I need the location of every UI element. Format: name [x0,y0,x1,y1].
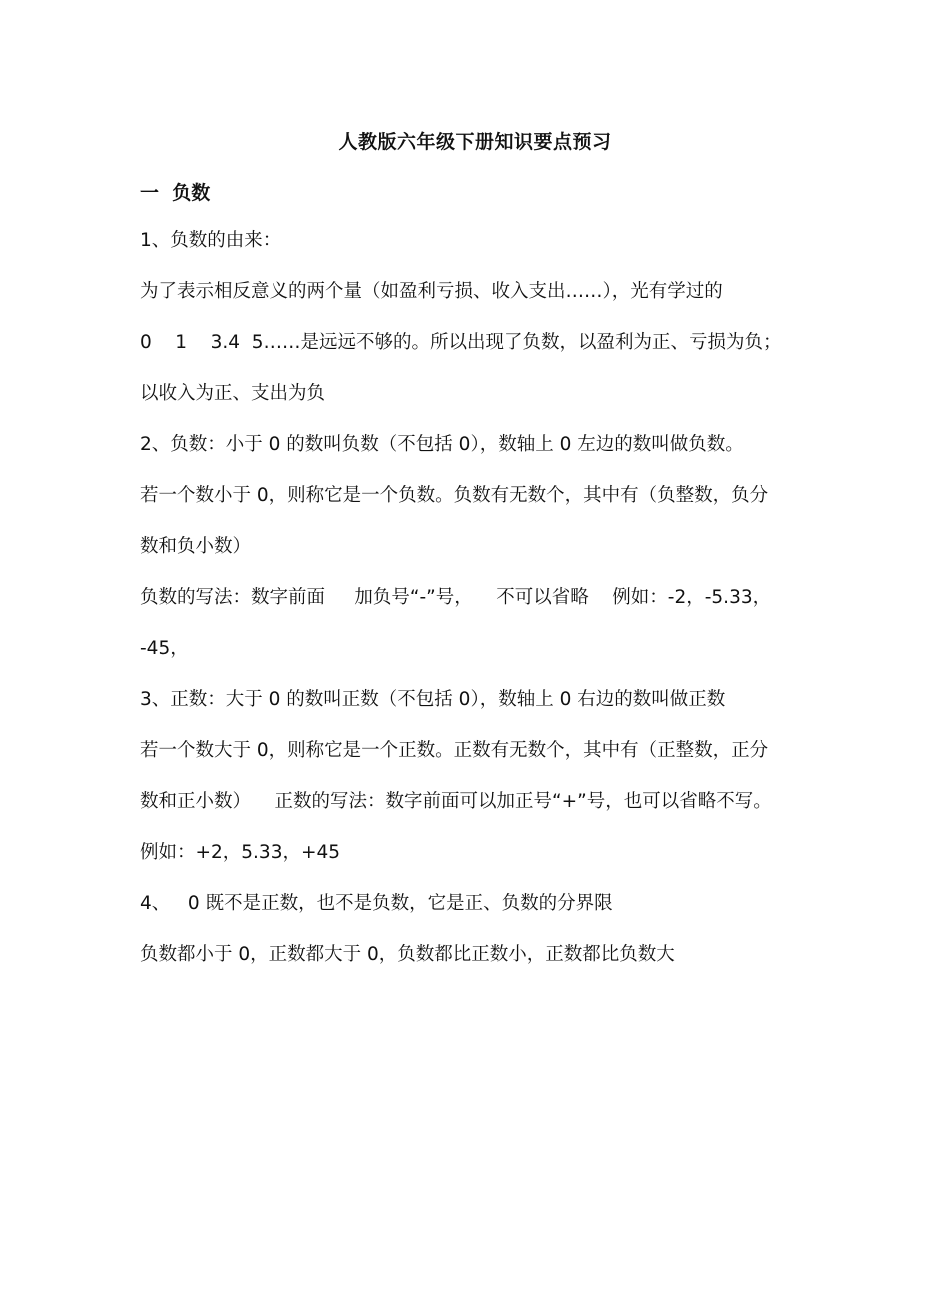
document-title: 人教版六年级下册知识要点预习 [338,131,612,153]
text-line-5: 2、负数：小于 0 的数叫负数（不包括 0），数轴上 0 左边的数叫做负数。 [140,434,744,455]
text-line-3: 0 1 3.4 5……是远远不够的。所以出现了负数，以盈利为正、亏损为负； [140,332,782,353]
text-line-1: 1、负数的由来： [140,230,282,251]
text-line-12: 数和正小数） 正数的写法：数字前面可以加正号“+”号，也可以省略不写。 [140,791,772,812]
text-line-8: 负数的写法：数字前面 加负号“-”号， 不可以省略 例如：-2，-5.33， [140,587,772,608]
text-line-2: 为了表示相反意义的两个量（如盈利亏损、收入支出……），光有学过的 [140,281,723,302]
section-heading: 一 负数 [140,182,211,204]
text-line-10: 3、正数：大于 0 的数叫正数（不包括 0），数轴上 0 右边的数叫做正数 [140,689,726,710]
text-line-15: 负数都小于 0，正数都大于 0，负数都比正数小，正数都比负数大 [140,944,675,965]
text-line-6: 若一个数小于 0，则称它是一个负数。负数有无数个，其中有（负整数，负分 [140,485,769,506]
text-line-13: 例如：+2，5.33，+45 [140,842,341,863]
text-line-9: -45， [140,638,189,659]
text-line-11: 若一个数大于 0，则称它是一个正数。正数有无数个，其中有（正整数，正分 [140,740,769,761]
text-line-7: 数和负小数） [140,536,252,557]
text-line-4: 以收入为正、支出为负 [140,383,326,404]
text-line-14: 4、 0 既不是正数，也不是负数，它是正、负数的分界限 [140,893,613,914]
